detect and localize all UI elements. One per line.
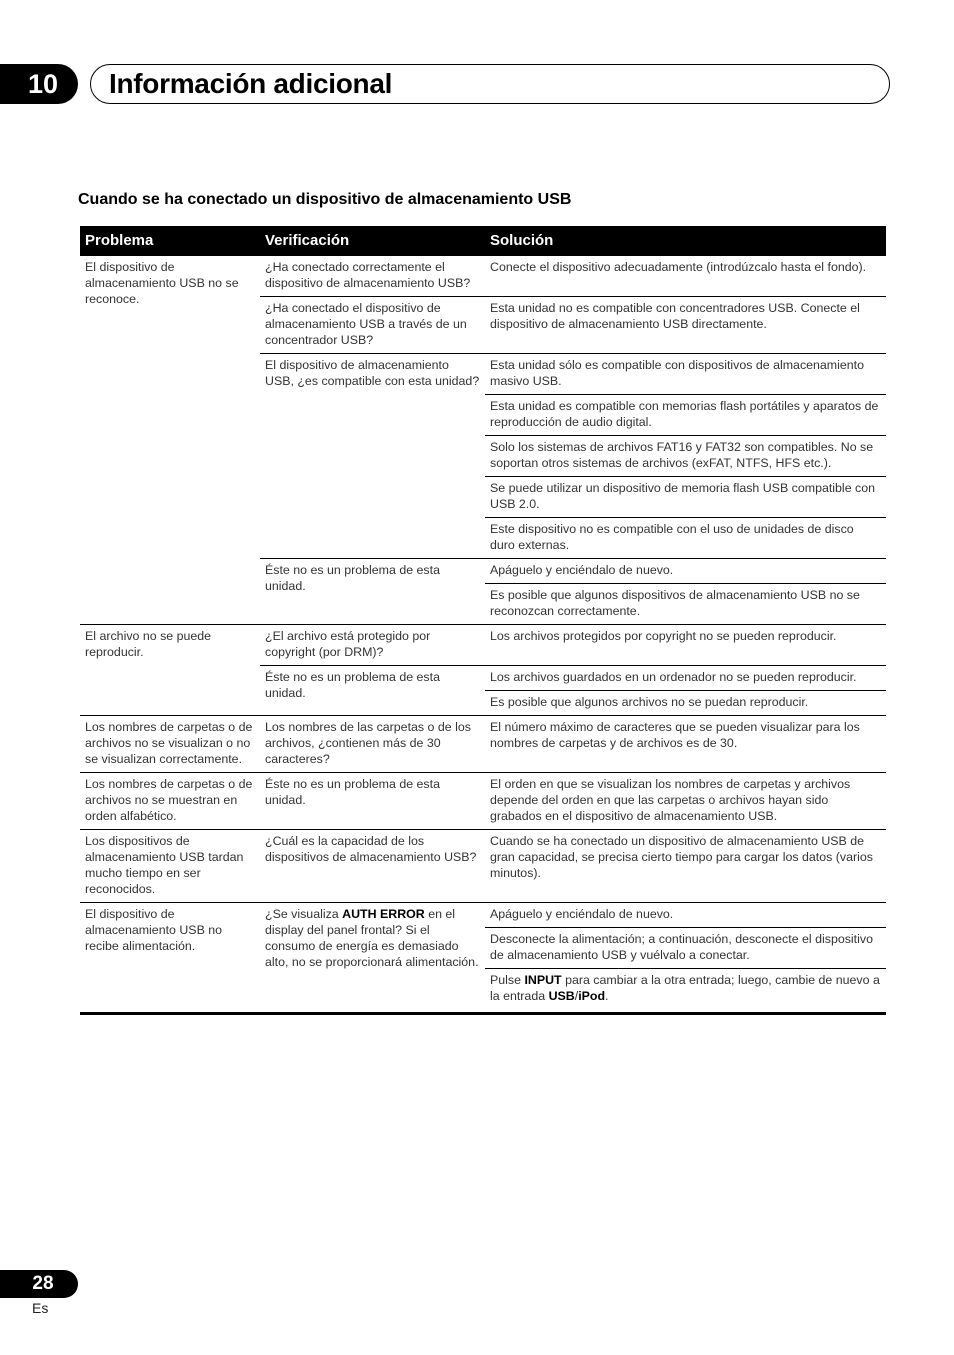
problem-cell: El dispositivo de almacenamiento USB no se reconoce. bbox=[85, 260, 239, 306]
problem-cell: Los dispositivos de almacenamiento USB tardan mucho tiempo en ser reconocidos. bbox=[80, 830, 260, 903]
problem-cell: El archivo no se puede reproducir. bbox=[80, 625, 260, 716]
solution-cell: Esta unidad no es compatible con concentradores USB. Conecte el dispositivo de almacenamiento USB directamente. bbox=[485, 297, 886, 354]
solution-cell: El número máximo de caracteres que se pueden visualizar para los nombres de carpetas y de archivos es de 30. bbox=[485, 716, 886, 773]
solution-cell: Apáguelo y enciéndalo de nuevo. bbox=[485, 559, 886, 584]
solution-text: para cambiar a la otra entrada; luego, cambie de nuevo a la entrada bbox=[490, 973, 880, 1003]
verification-cell: Éste no es un problema de esta unidad. bbox=[260, 666, 485, 716]
verification-text: ¿Se visualiza bbox=[265, 907, 343, 921]
troubleshooting-table bbox=[80, 226, 886, 1015]
page-number: 28 bbox=[0, 1270, 78, 1298]
solution-cell: Solo los sistemas de archivos FAT16 y FAT32 son compatibles. No se soportan otros sistemas de archivos (exFAT, NTFS, HFS etc.). bbox=[485, 436, 886, 477]
table-row bbox=[80, 256, 886, 297]
period-text: . bbox=[605, 989, 609, 1003]
verification-text: en el display del panel frontal? Si el consumo de energía es demasiado alto, no se proporcionará alimentación. bbox=[265, 907, 479, 969]
solution-cell: Los archivos protegidos por copyright no se pueden reproducir. bbox=[485, 625, 886, 666]
solution-cell: Este dispositivo no es compatible con el uso de unidades de disco duro externas. bbox=[485, 518, 886, 559]
chapter-title: Información adicional bbox=[109, 68, 393, 99]
table-row bbox=[80, 903, 886, 928]
verification-cell: Los nombres de las carpetas o de los archivos, ¿contienen más de 30 caracteres? bbox=[260, 716, 485, 773]
chapter-number: 10 bbox=[0, 64, 78, 104]
verification-cell: Éste no es un problema de esta unidad. bbox=[260, 559, 485, 625]
problem-cell: Los nombres de carpetas o de archivos no se muestran en orden alfabético. bbox=[80, 773, 260, 830]
verification-cell bbox=[260, 903, 485, 1014]
slash-text: / bbox=[574, 989, 579, 1003]
solution-cell: Apáguelo y enciéndalo de nuevo. bbox=[485, 903, 886, 928]
solution-cell: Los archivos guardados en un ordenador no se pueden reproducir. bbox=[485, 666, 886, 691]
ipod-input-text: iPod bbox=[578, 989, 606, 1003]
header-verificacion: Verificación bbox=[260, 226, 485, 256]
solution-text: Pulse bbox=[490, 973, 525, 987]
verification-cell: ¿Ha conectado el dispositivo de almacenamiento USB a través de un concentrador USB? bbox=[260, 297, 485, 354]
problem-cell: Los nombres de carpetas o de archivos no se visualizan o no se visualizan correctamente. bbox=[80, 716, 260, 773]
solution-cell: Esta unidad es compatible con memorias flash portátiles y aparatos de reproducción de audio digital. bbox=[485, 395, 886, 436]
table-row bbox=[80, 716, 886, 773]
verification-cell: Éste no es un problema de esta unidad. bbox=[260, 773, 485, 830]
table-row bbox=[80, 625, 886, 666]
solution-cell bbox=[485, 969, 886, 1014]
header-solucion: Solución bbox=[485, 226, 886, 256]
language-code: Es bbox=[32, 1300, 49, 1316]
table-header-row bbox=[80, 226, 886, 256]
usb-input-text: USB bbox=[548, 989, 575, 1003]
verification-cell: El dispositivo de almacenamiento USB, ¿es compatible con esta unidad? bbox=[260, 354, 485, 559]
table-row bbox=[80, 773, 886, 830]
verification-cell: ¿Cuál es la capacidad de los dispositivos de almacenamiento USB? bbox=[260, 830, 485, 903]
solution-cell: Cuando se ha conectado un dispositivo de almacenamiento USB de gran capacidad, se precisa cierto tiempo para cargar los datos (varios minutos). bbox=[485, 830, 886, 903]
input-button-text: INPUT bbox=[524, 973, 562, 987]
solution-cell: Desconecte la alimentación; a continuación, desconecte el dispositivo de almacenamiento USB y vuélvalo a conectar. bbox=[485, 928, 886, 969]
chapter-title-box bbox=[90, 64, 890, 104]
verification-cell: ¿El archivo está protegido por copyright (por DRM)? bbox=[260, 625, 485, 666]
section-title: Cuando se ha conectado un dispositivo de almacenamiento USB bbox=[78, 191, 572, 208]
table-row bbox=[80, 830, 886, 903]
solution-cell: Conecte el dispositivo adecuadamente (introdúzcalo hasta el fondo). bbox=[490, 260, 867, 274]
solution-cell: Es posible que algunos archivos no se puedan reproducir. bbox=[485, 691, 886, 716]
solution-cell: Se puede utilizar un dispositivo de memoria flash USB compatible con USB 2.0. bbox=[485, 477, 886, 518]
problem-cell: El dispositivo de almacenamiento USB no recibe alimentación. bbox=[80, 903, 260, 1014]
header-problema: Problema bbox=[80, 226, 260, 256]
solution-cell: Es posible que algunos dispositivos de almacenamiento USB no se reconozcan correctamente. bbox=[485, 584, 886, 625]
auth-error-text: AUTH ERROR bbox=[342, 907, 425, 921]
solution-cell: El orden en que se visualizan los nombres de carpetas y archivos depende del orden en que las carpetas o archivos hayan sido grabados en el dispositivo de almacenamiento USB. bbox=[485, 773, 886, 830]
solution-cell: Esta unidad sólo es compatible con dispositivos de almacenamiento masivo USB. bbox=[485, 354, 886, 395]
verification-cell: ¿Ha conectado correctamente el dispositivo de almacenamiento USB? bbox=[265, 260, 471, 290]
